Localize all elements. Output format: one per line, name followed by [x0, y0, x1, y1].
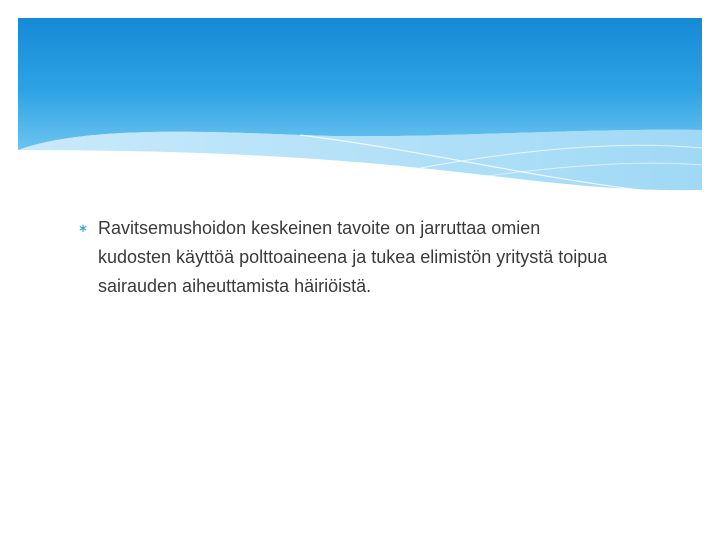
header-banner	[0, 0, 720, 200]
banner-background	[18, 18, 702, 150]
banner-wave-light	[18, 130, 702, 190]
bullet-asterisk-icon: ∗	[78, 221, 89, 235]
bullet-item	[78, 214, 618, 301]
bullet-text: Ravitsemushoidon keskeinen tavoite on jarruttaa omien kudosten käyttöä polttoaineena ja tukea elimistön yritystä toipua sairauden aiheuttamista häiriöistä.	[98, 218, 608, 296]
content-area	[78, 214, 618, 301]
